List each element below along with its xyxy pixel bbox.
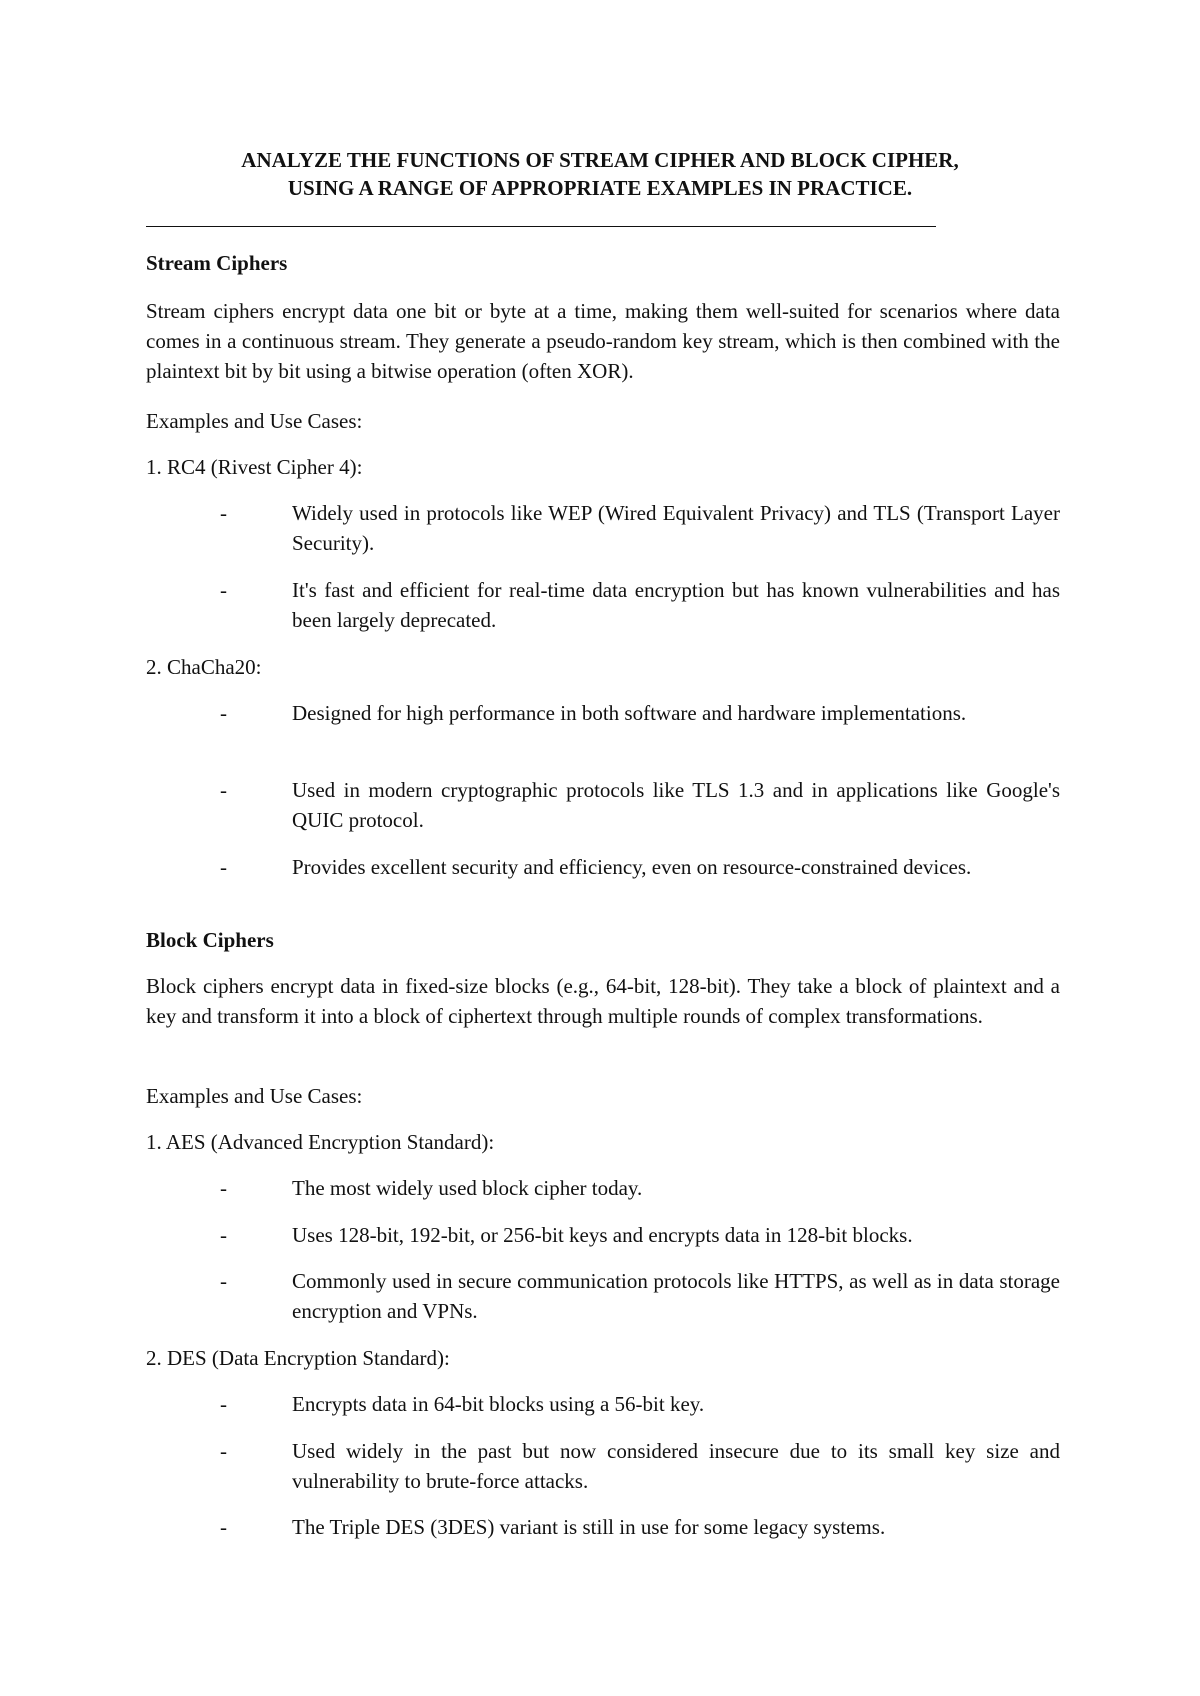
section-heading-block: Block Ciphers <box>146 928 274 952</box>
bullet-text: Commonly used in secure communication protocols like HTTPS, as well as in data storage encryption and VPNs. <box>292 1269 1060 1323</box>
bullet-dash: - <box>220 1176 227 1200</box>
example-aes-title: 1. AES (Advanced Encryption Standard): <box>146 1130 495 1154</box>
bullet-dash: - <box>220 1392 227 1416</box>
example-des-title: 2. DES (Data Encryption Standard): <box>146 1346 450 1370</box>
block-intro-paragraph: Block ciphers encrypt data in fixed-size blocks (e.g., 64-bit, 128-bit). They take a block of plaintext and a key and transform it into a block of ciphertext through multiple rounds of complex transformations. <box>146 974 1060 1028</box>
title-divider <box>146 226 936 227</box>
title-line-2: USING A RANGE OF APPROPRIATE EXAMPLES IN PRACTICE. <box>287 176 913 200</box>
bullet-dash: - <box>220 501 227 525</box>
bullet-dash: - <box>220 1223 227 1247</box>
bullet-text: Uses 128-bit, 192-bit, or 256-bit keys and encrypts data in 128-bit blocks. <box>292 1223 913 1247</box>
bullet-text: The Triple DES (3DES) variant is still in use for some legacy systems. <box>292 1515 886 1539</box>
bullet-dash: - <box>220 778 227 802</box>
bullet-dash: - <box>220 701 227 725</box>
bullet-dash: - <box>220 1515 227 1539</box>
example-rc4-title: 1. RC4 (Rivest Cipher 4): <box>146 455 363 479</box>
bullet-text: It's fast and efficient for real-time data encryption but has known vulnerabilities and has been largely deprecated. <box>292 578 1060 632</box>
bullet-text: Provides excellent security and efficiency, even on resource-constrained devices. <box>292 855 972 879</box>
section-heading-stream: Stream Ciphers <box>146 251 288 275</box>
stream-intro-paragraph: Stream ciphers encrypt data one bit or byte at a time, making them well-suited for scenarios where data comes in a continuous stream. They generate a pseudo-random key stream, which is then combined with the plaintext bit by bit using a bitwise operation (often XOR). <box>146 299 1060 383</box>
bullet-text: The most widely used block cipher today. <box>292 1176 643 1200</box>
bullet-text: Used in modern cryptographic protocols like TLS 1.3 and in applications like Google's QUIC protocol. <box>292 778 1060 832</box>
bullet-text: Encrypts data in 64-bit blocks using a 56-bit key. <box>292 1392 705 1416</box>
bullet-text: Widely used in protocols like WEP (Wired Equivalent Privacy) and TLS (Transport Layer Security). <box>292 501 1060 555</box>
bullet-text: Designed for high performance in both software and hardware implementations. <box>292 701 967 725</box>
document-title <box>140 146 1060 202</box>
bullet-text: Used widely in the past but now considered insecure due to its small key size and vulnerability to brute-force attacks. <box>292 1439 1060 1493</box>
bullet-dash: - <box>220 855 227 879</box>
example-chacha20-title: 2. ChaCha20: <box>146 655 262 679</box>
bullet-dash: - <box>220 1439 227 1463</box>
title-line-1: ANALYZE THE FUNCTIONS OF STREAM CIPHER AND BLOCK CIPHER, <box>241 148 959 172</box>
block-examples-label: Examples and Use Cases: <box>146 1084 363 1108</box>
bullet-dash: - <box>220 578 227 602</box>
bullet-dash: - <box>220 1269 227 1293</box>
stream-examples-label: Examples and Use Cases: <box>146 409 363 433</box>
